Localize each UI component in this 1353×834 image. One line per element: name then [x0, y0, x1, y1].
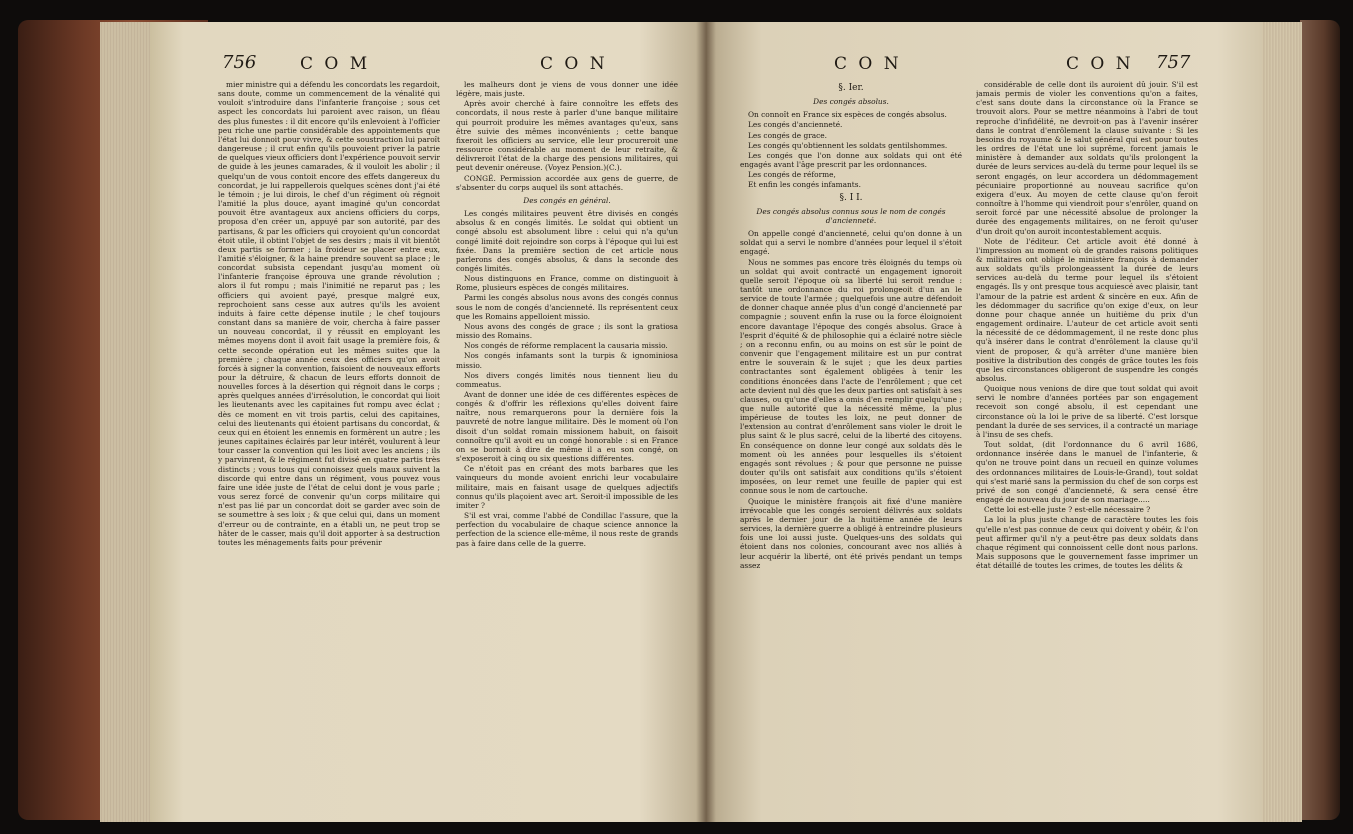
left-page [150, 22, 706, 822]
paragraph: Nos divers congés limités nous tiennent lieu du commeatus. [456, 370, 678, 389]
paragraph: Ce n'étoit pas en créant des mots barbares que les vainqueurs du monde avoient enrichi leur vocabulaire militaire, mais en faisant usage de quelques adjectifs connus qu'ils plaçoient avec art. Seroit-il impossible de les imiter ? [456, 464, 678, 510]
paragraph: les malheurs dont je viens de vous donner une idée légère, mais juste. [456, 80, 678, 99]
paragraph: Cette loi est-elle juste ? est-elle nécessaire ? [984, 505, 1151, 515]
paragraph: Parmi les congés absolus nous avons des congés connus sous le nom de congés d'ancienneté. Ils représentent ceux que les Romains appelloient missio. [456, 293, 678, 321]
paragraph: Note de l'éditeur. Cet article avoit été donné à l'impression au moment où de grandes raisons politiques & militaires ont obligé le ministère françois à demander aux soldats qu'ils prolongeassent la durée de leurs services au-delà du terme pour lequel ils s'étoient engagés. Ils y ont presque tous acquiescé avec plaisir, tant l'amour de la patrie est ardent & sincère en eux. Afin de les dédommager du sacrifice qu'on exige d'eux, on leur donne pour chaque année un huitième du prix d'un engagement ordinaire. L'auteur de cet article avoit senti la nécessité de ce dédommagement, il ne reste donc plus qu'à insérer dans le contrat d'enrôlement la clause qu'il vient de proposer, & qu'à arrêter d'une manière bien positive la distribution des congés de grâce toutes les fois que les circonstances obligeront de suspendre les congés absolus. [976, 236, 1198, 383]
section-heading: Des congés absolus. [813, 97, 889, 107]
left-running-head-left: C O M [300, 54, 371, 74]
left-running-head-right: C O N [540, 54, 608, 74]
paragraph: Après avoir cherché à faire connoître les effets des concordats, il nous reste à parler d'une banque militaire qui pourroit produire les mêmes avantages qu'eux, sans être suivie des mêmes inconvénients ; cette banque fixeroit les officiers au service, elle leur procureroit une ressource considérable au moment de leur retraite, & délivreroit l'état de la charge des pensions militaires, qui peut devenir onéreuse. (Voyez Pension.)(C.). [456, 99, 678, 173]
page-edges-right [1256, 22, 1302, 822]
paragraph: On appelle congé d'ancienneté, celui qu'on donne à un soldat qui a servi le nombre d'années pour lequel il s'étoit engagé. [740, 229, 962, 257]
right-page-column-1 [740, 80, 962, 820]
section-number: §. Ier. [838, 83, 864, 93]
list-item: Les congés d'ancienneté. [748, 120, 843, 130]
paragraph: CONGÉ. Permission accordée aux gens de guerre, de s'absenter du corps auquel ils sont attachés. [456, 173, 678, 192]
paragraph: Nous distinguons en France, comme on distinguoit à Rome, plusieurs espèces de congés militaires. [456, 274, 678, 293]
list-item: Et enfin les congés infamants. [748, 180, 861, 190]
left-page-column-2 [456, 80, 678, 820]
section-heading: Des congés en général. [523, 195, 611, 205]
book-gutter [696, 22, 716, 822]
list-item: Les congés qu'obtiennent les soldats gentilshommes. [748, 140, 948, 150]
left-page-number: 756 [222, 52, 257, 73]
list-item: Les congés que l'on donne aux soldats qui ont été engagés avant l'âge prescrit par les ordonnances. [740, 150, 962, 170]
paragraph: S'il est vrai, comme l'abbé de Condillac l'assure, que la perfection du vocabulaire de chaque science annonce la perfection de la science elle-même, il nous reste de grands pas à faire dans celle de la guerre. [456, 511, 678, 548]
right-page-column-2 [976, 80, 1198, 820]
list-item: Les congés de réforme, [748, 170, 836, 180]
section-heading: Des congés absolus connus sous le nom de congés d'ancienneté. [756, 206, 946, 225]
list-item: Les congés de grace. [748, 130, 828, 140]
paragraph: La loi la plus juste change de caractère toutes les fois qu'elle n'est pas connue de ceux qui doivent y obéir, & l'on peut affirmer qu'il n'y a peut-être pas deux soldats dans chaque régiment qui connoissent celle dont nous parlons. Mais supposons que le gouvernement fasse imprimer un état détaillé de toutes les crimes, de toutes les délits & [976, 515, 1198, 571]
paragraph: mier ministre qui a défendu les concordats les regardoit, sans doute, comme un commencement de la vénalité qui vouloit s'introduire dans l'infanterie françoise ; sous cet aspect les concordats lui paroient avec raison, un fléau des plus funestes : il dit encore qu'ils enlevoient à l'officier peu riche une partie considérable des appointements que l'état lui donnoit pour vivre, & cette soustraction lui paroît dangereuse ; il crut enfin qu'ils pouvoient priver la patrie de quelques vieux officiers dont l'expérience pouvoit servir de guide à les jeunes camarades, & il vouloit les abolir ; il quelqu'un de vous contoit encore des effets dangereux du concordat, je lui rappellerois quelques scènes dont j'ai été le témoin ; je lui dirois, le chef d'un régiment où régnoit l'amitié la plus douce, ayant imaginé qu'un concordat pouvoit être avantageux aux anciens officiers du corps, proposa d'en créer un, appuyé par son autorité, par des partisans, & par les officiers qui croyoient qu'un concordat étoit utile, il obtint l'objet de ses desirs ; mais il vit bientôt deux partis se former ; la froideur se placer entre eux, l'amitié s'éloigner, & la haine prendre souvent sa place ; le concordat subsista cependant jusqu'au moment où l'infanterie françoise éprouva une grande révolution ; alors il fut rompu ; mais l'inimitié ne reparut pas ; les officiers qui avoient payé, presque malgré eux, reprochoient sans cesse aux autres qu'ils les avoient induits à faire cette dépense inutile ; le chef toujours constant dans sa manière de voir, chercha à faire passer un nouveau concordat, il y réussit en employant les mêmes moyens dont il avoit fait usage la première fois, & cette seconde opération eut les mêmes suites que la première ; chaque année ceux des officiers qu'on avoit forcés à signer la convention, faisoient de nouveaux efforts pour la détruire, & chacun de leurs efforts donnoit de nouvelles forces à la désertion qui régnoit dans le corps ; après quelques années d'irrésolution, le concordat qui lioit les lieutenants avec les capitaines fut rompu avec éclat ; dès ce moment en vit trois partis, celui des capitaines, celui des lieutenants qui étoient partisans du concordat, & ceux qui en étoient les ennemis en formèrent un autre ; les jeunes capitaines éclairés par leur intérêt, voulurent à leur tour casser la convention qui les lioit avec les anciens ; ils y parvinrent, & le régiment fut divisé en quatre partis très distincts ; vous tous qui connoissez quels maux suivent la discorde qui entre dans un régiment, vous pouvez vous faire une idée juste de l'état de celui dont je vous parle ; vous serez forcé de convenir qu'un corps militaire qui n'est pas lié par un concordat doit se garder avec soin de se soumettre à ses loix ; & que celui qui, dans un moment d'erreur ou de contrainte, en a établi un, ne peut trop se hâter de le casser, mais qu'il doit apporter à sa destruction toutes les ménagements faits pour prévenir [218, 80, 440, 547]
right-running-head-left: C O N [834, 54, 902, 74]
paragraph: Quoique le ministère françois ait fixé d'une manière irrévocable que les congés seroient délivrés aux soldats après le dernier jour de la huitième année de leurs services, la dernière guerre a obligé à entreindre plusieurs fois une loi aussi juste. Quelques-uns des soldats qui étoient dans nos colonies, concourant avec nos alliés à leur acquérir la liberté, ont été privés pendant un temps assez [740, 496, 962, 570]
right-running-head-right: C O N [1066, 54, 1134, 74]
paragraph: Nous avons des congés de grace ; ils sont la gratiosa missio des Romains. [456, 321, 678, 341]
paragraph: considérable de celle dont ils auroient dû jouir. S'il est jamais permis de violer les conventions qu'on a faites, c'est sans doute dans la circonstance où la France se trouvoit alors. Pour se mettre néanmoins à l'abri de tout reproche d'infidélité, ne devroit-on pas à l'avenir insérer dans le contrat d'enrôlement la clause suivante : Si les besoins du royaume & le salut général qui est pour toutes les ordres de l'état une loi suprême, forcent jamais le ministère à demander aux soldats qu'ils prolongent la durée de leurs services au-delà du terme pour lequel ils se seront engagés, on leur accordera un dédommagement pécuniaire proportionné au nouveau sacrifice qu'on exigera d'eux. Au moyen de cette clause qu'on feroit connoître à l'homme qui viendroit pour s'enrôler, quand on seroit forcé par une nécessité absolue de prolonger la durée des engagements militaires, on ne feroit qu'user d'un droit qu'on auroit incontestablement acquis. [976, 80, 1198, 236]
paragraph: Les congés militaires peuvent être divisés en congés absolus & en congés limités. Le soldat qui obtient un congé absolu est absolument libre : celui qui n'a qu'un congé limité doit rejoindre son corps à l'époque qui lui est fixée. Dans la première section de cet article nous parlerons des congés absolus, & dans la seconde des congés limités. [456, 209, 678, 273]
right-page-number: 757 [1156, 52, 1191, 73]
left-page-column-1 [218, 80, 440, 820]
paragraph: Quoique nous venions de dire que tout soldat qui avoit servi le nombre d'années portées par son engagement recevoit son congé absolu, il est cependant une circonstance où la loi le prive de sa liberté. C'est lorsque pendant la durée de ses services, il a contracté un mariage à l'insu de ses chefs. [976, 384, 1198, 439]
paragraph: Tout soldat, (dit l'ordonnance du 6 avril 1686, ordonnance insérée dans le manuel de l'infanterie, & qu'on ne trouve point dans un recueil en quinze volumes des ordonnances militaires de Louis-le-Grand), tout soldat qui s'est marié sans la permission du chef de son corps est privé de son congé d'ancienneté, & sera censé être engagé de nouveau du jour de son mariage..... [976, 440, 1198, 505]
paragraph: Avant de donner une idée de ces différentes espèces de congés & d'offrir les réflexions qu'elles doivent faire naître, nous remarquerons pour la dernière fois la pauvreté de notre langue militaire. Dès le moment où l'on disoit d'un soldat romain missionem habuit, on faisoit connoître qu'il avoit eu un congé honorable : si en France on se bornoit à dire de même il a eu son congé, on s'exposeroit à cinq ou six questions différentes. [456, 390, 678, 464]
book-cover-right [1300, 20, 1340, 820]
paragraph: On connoît en France six espèces de congés absolus. [748, 110, 947, 120]
right-page [706, 22, 1262, 822]
paragraph: Nous ne sommes pas encore très éloignés du temps où un soldat qui avoit contracté un engagement ignoroit quelle seroit l'époque où sa liberté lui seroit rendue : tantôt une ordonnance du roi prolongeoit d'un an le service de toute l'armée ; quelquefois une autre défendoit de donner chaque année plus d'un congé d'ancienneté par compagnie ; souvent enfin la ruse ou la force éloignoient encore davantage l'époque des congés absolus. Grace à l'esprit d'équité & de philosophie qui a éclairé notre siècle ; on a reconnu enfin, ou au moins on est sûr le point de convenir que l'engagement militaire est un pur contrat entre le souverain & le sujet ; que les deux parties contractantes sont également obligées à tenir les conditions énoncées dans l'acte de l'enrôlement ; que cet acte devient nul dès que les deux parties ont satisfait à ses clauses, ou qu'une d'elles a omis d'en remplir quelqu'une ; que nulle autorité que la nécessité même, la plus impérieuse de toutes les loix, ne peut donner de l'extension au contrat d'enrôlement sans violer le droit le plus saint & le plus sacré, celui de la liberté des citoyens. En conséquence on donne leur congé aux soldats dès le moment où les années pour lesquelles ils s'étoient engagés sont révolues ; & pour que personne ne puisse douter qu'ils ont satisfait aux conditions qu'ils s'étoient imposées, on leur remet une feuille de papier qui est connue sous le nom de cartouche. [740, 257, 962, 496]
paragraph: Nos congés infamants sont la turpis & ignominiosa missio. [456, 351, 678, 370]
page-edges-left [100, 22, 156, 822]
paragraph: Nos congés de réforme remplacent la causaria missio. [464, 341, 668, 351]
section-number: §. I I. [839, 192, 863, 203]
